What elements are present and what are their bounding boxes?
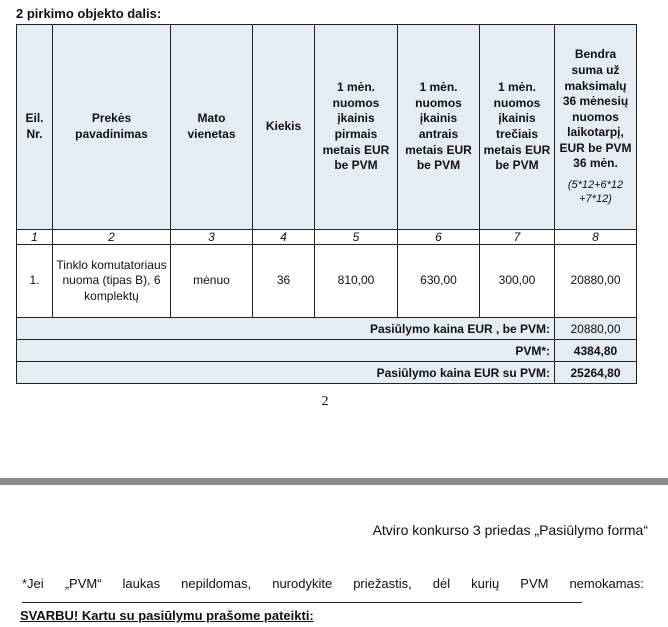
fill-in-line: [22, 602, 582, 603]
column-number: 6: [398, 230, 480, 245]
column-number: 3: [171, 230, 253, 245]
annex-title: Atviro konkurso 3 priedas „Pasiūlymo forma“: [372, 522, 648, 538]
offer-table: [16, 24, 637, 384]
footnote-word: *Jei: [22, 576, 44, 591]
footnote-word: laukas: [122, 576, 161, 591]
cell-qty: 36: [253, 245, 315, 318]
footnote-word: nemokamas:: [569, 576, 644, 591]
header-price-y1: 1 mėn. nuomos įkainis pirmais metais EUR be PVM: [315, 25, 398, 230]
cell-price-y1: 810,00: [315, 245, 398, 318]
footnote-word: priežastis,: [353, 576, 412, 591]
summary-value-net: 20880,00: [555, 318, 637, 340]
page-divider: [0, 478, 668, 485]
summary-row-gross: [17, 362, 637, 384]
header-total-formula: (5*12+6*12 +7*12): [567, 179, 624, 206]
column-number: 8: [555, 230, 637, 245]
column-number: 2: [53, 230, 171, 245]
summary-value-vat: 4384,80: [555, 340, 637, 362]
footnote-word: PVM: [520, 576, 549, 591]
column-number: 1: [17, 230, 53, 245]
cell-price-y3: 300,00: [480, 245, 555, 318]
footnote-word: „PVM“: [64, 576, 102, 591]
footnote-word: nepildomas,: [181, 576, 252, 591]
footnote-word: dėl: [432, 576, 451, 591]
header-price-y3: 1 mėn. nuomos įkainis trečiais metais EUR be PVM: [480, 25, 555, 230]
header-total-label: Bendra suma už maksimalų 36 mėnesių nuomos laikotarpį, EUR be PVM 36 mėn.: [559, 47, 632, 171]
cell-name: Tinklo komutatoriaus nuoma (tipas B), 6 komplektų: [53, 245, 171, 318]
header-nr: Eil. Nr.: [17, 25, 53, 230]
cell-unit: mėnuo: [171, 245, 253, 318]
footnote-word: kurių: [471, 576, 500, 591]
summary-value-gross: 25264,80: [555, 362, 637, 384]
cell-total: 20880,00: [555, 245, 637, 318]
summary-label-gross: Pasiūlymo kaina EUR su PVM:: [17, 362, 555, 384]
section-title: 2 pirkimo objekto dalis:: [16, 6, 162, 21]
page-number: 2: [321, 394, 329, 409]
summary-label-vat: PVM*:: [17, 340, 555, 362]
column-number: 4: [253, 230, 315, 245]
column-number: 7: [480, 230, 555, 245]
header-price-y2: 1 mėn. nuomos įkainis antrais metais EUR be PVM: [398, 25, 480, 230]
summary-label-net: Pasiūlymo kaina EUR , be PVM:: [17, 318, 555, 340]
column-number: 5: [315, 230, 398, 245]
summary-row-vat: [17, 340, 637, 362]
cell-price-y2: 630,00: [398, 245, 480, 318]
header-name: Prekės pavadinimas: [53, 25, 171, 230]
column-number-row: [17, 230, 637, 245]
cell-nr: 1.: [17, 245, 53, 318]
header-total: [555, 25, 637, 230]
important-note: SVARBU! Kartu su pasiūlymu prašome pateikti:: [20, 608, 314, 623]
table-row: [17, 245, 637, 318]
header-row: [17, 25, 637, 230]
vat-footnote: [22, 576, 644, 591]
footnote-word: nurodykite: [272, 576, 333, 591]
header-qty: Kiekis: [253, 25, 315, 230]
summary-row-net: [17, 318, 637, 340]
header-unit: Mato vienetas: [171, 25, 253, 230]
